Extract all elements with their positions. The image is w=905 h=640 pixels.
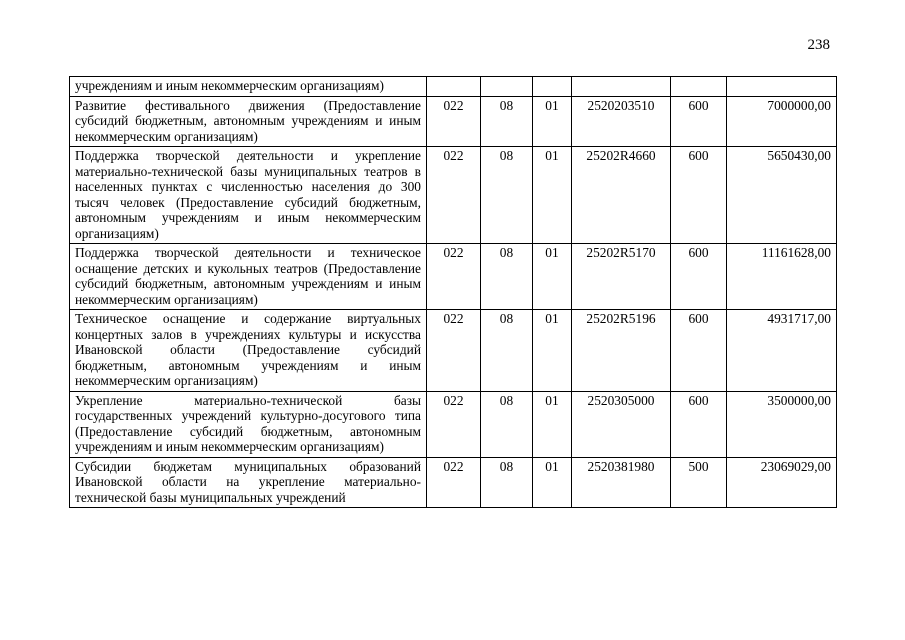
amount: 7000000,00 [727, 96, 837, 147]
expense-type-code: 600 [671, 96, 727, 147]
amount [727, 77, 837, 97]
expense-type-code: 600 [671, 391, 727, 457]
section-code: 08 [481, 310, 533, 392]
expense-type-code [671, 77, 727, 97]
ministry-code: 022 [427, 391, 481, 457]
table-row [70, 391, 837, 457]
row-description: Субсидии бюджетам муниципальных образований Ивановской области на укрепление материально-технической базы муниципальных учреждений [70, 457, 427, 508]
section-code: 08 [481, 244, 533, 310]
section-code: 08 [481, 391, 533, 457]
amount: 3500000,00 [727, 391, 837, 457]
ministry-code [427, 77, 481, 97]
table-row [70, 310, 837, 392]
expense-type-code: 600 [671, 310, 727, 392]
article-code: 2520203510 [572, 96, 671, 147]
ministry-code: 022 [427, 310, 481, 392]
table-row [70, 77, 837, 97]
section-code [481, 77, 533, 97]
ministry-code: 022 [427, 244, 481, 310]
subsection-code: 01 [533, 310, 572, 392]
article-code: 25202R5196 [572, 310, 671, 392]
amount: 23069029,00 [727, 457, 837, 508]
subsection-code: 01 [533, 147, 572, 244]
row-description: Укрепление материально-технической базы государственных учреждений культурно-досугового типа (Предоставление субсидий бюджетным, автономным учреждениям и иным некоммерческим организациям) [70, 391, 427, 457]
article-code: 25202R4660 [572, 147, 671, 244]
table-row [70, 96, 837, 147]
ministry-code: 022 [427, 96, 481, 147]
expense-type-code: 600 [671, 147, 727, 244]
ministry-code: 022 [427, 147, 481, 244]
subsection-code: 01 [533, 457, 572, 508]
budget-table [69, 76, 837, 508]
page-number: 238 [807, 37, 830, 53]
expense-type-code: 600 [671, 244, 727, 310]
row-description: Поддержка творческой деятельности и техническое оснащение детских и кукольных театров (Предоставление субсидий бюджетным, автономным учреждениям и иным некоммерческим организациям) [70, 244, 427, 310]
subsection-code: 01 [533, 391, 572, 457]
ministry-code: 022 [427, 457, 481, 508]
article-code: 25202R5170 [572, 244, 671, 310]
subsection-code: 01 [533, 244, 572, 310]
article-code [572, 77, 671, 97]
row-description: Развитие фестивального движения (Предоставление субсидий бюджетным, автономным учреждениям и иным некоммерческим организациям) [70, 96, 427, 147]
table-row [70, 147, 837, 244]
subsection-code: 01 [533, 96, 572, 147]
row-description: Поддержка творческой деятельности и укрепление материально-технической базы муниципальных театров в населенных пунктах с численностью населения до 300 тысяч человек (Предоставление субсидий бюджетным, автономным учреждениям и иным некоммерческим организациям) [70, 147, 427, 244]
section-code: 08 [481, 147, 533, 244]
amount: 11161628,00 [727, 244, 837, 310]
article-code: 2520305000 [572, 391, 671, 457]
row-description: Техническое оснащение и содержание виртуальных концертных залов в учреждениях культуры и искусства Ивановской области (Предоставление субсидий бюджетным, автономным учреждениям и иным некоммерческим организациям) [70, 310, 427, 392]
row-description: учреждениям и иным некоммерческим организациям) [70, 77, 427, 97]
section-code: 08 [481, 457, 533, 508]
section-code: 08 [481, 96, 533, 147]
table-row [70, 457, 837, 508]
table-row [70, 244, 837, 310]
subsection-code [533, 77, 572, 97]
article-code: 2520381980 [572, 457, 671, 508]
amount: 5650430,00 [727, 147, 837, 244]
amount: 4931717,00 [727, 310, 837, 392]
expense-type-code: 500 [671, 457, 727, 508]
